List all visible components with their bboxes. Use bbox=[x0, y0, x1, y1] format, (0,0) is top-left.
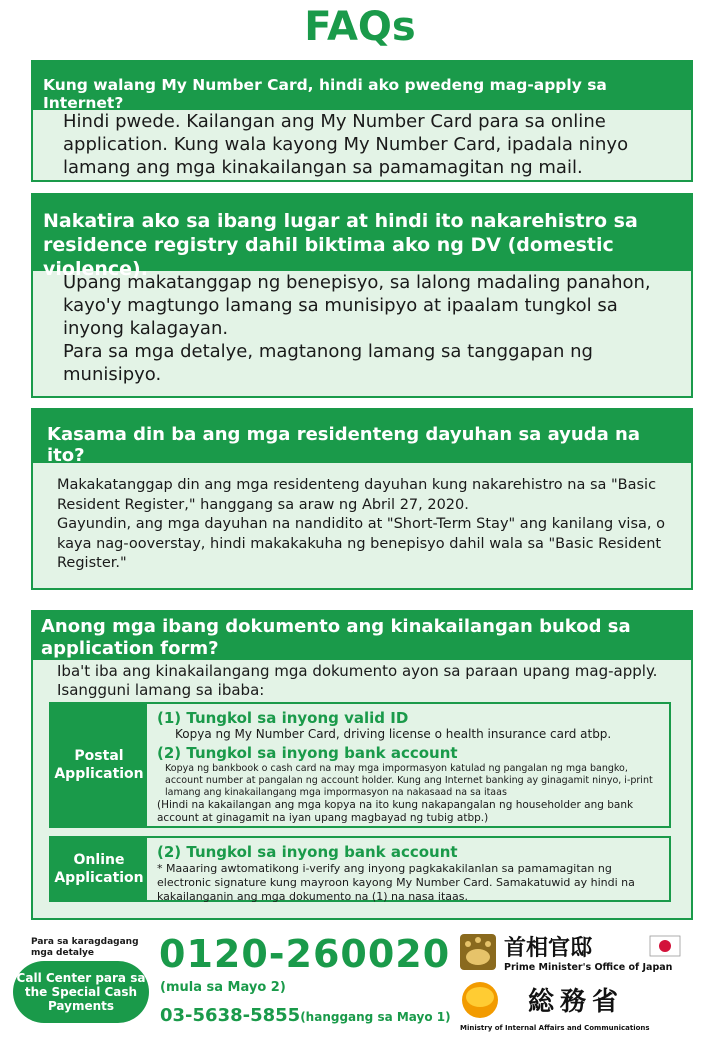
postal-application-label: Postal Application bbox=[51, 704, 147, 826]
faq-answer bbox=[33, 463, 691, 574]
pm-office-jp-text: 首相官邸 bbox=[504, 935, 593, 961]
japan-flag-icon bbox=[650, 936, 680, 956]
page-title: FAQs bbox=[304, 4, 416, 50]
postal-application-box bbox=[49, 702, 671, 828]
mic-en-text: Ministry of Internal Affairs and Communications bbox=[460, 1024, 650, 1032]
faq-answer-text: Iba't iba ang kinakailangang mga dokumento ayon sa paraan upang mag-apply. Isangguni lamang sa ibaba: bbox=[57, 662, 658, 699]
faq-answer-text: Hindi pwede. Kailangan ang My Number Card para sa online application. Kung wala kayong My Number Card, ipadala ninyo lamang ang mga kinakailangan sa pamamagitan ng mail. bbox=[63, 111, 629, 178]
phone-number[interactable]: 03-5638-5855 bbox=[160, 1005, 301, 1026]
online-application-text: * Maaaring awtomatikong i-verify ang inyong pagkakakilanlan sa pamamagitan ng electronic signature kung mayroon kayong My Number Card. Samakatuwid ay hindi na kakailanganin ang mga dokumento na (1) na nasa itaas. bbox=[157, 862, 635, 903]
faq-item-2 bbox=[31, 193, 693, 398]
online-application-box bbox=[49, 836, 671, 902]
faq-item-1 bbox=[31, 60, 693, 182]
faq-answer bbox=[33, 271, 691, 386]
faq-item-4 bbox=[31, 610, 693, 920]
faq-answer-text: Gayundin, ang mga dayuhan na nandidito at "Short-Term Stay" ang kanilang visa, o kaya nag-ooverstay, hindi makakakuha ng benepisyo dahil wala sa "Basic Resident Register." bbox=[57, 516, 665, 571]
call-center-badge: Call Center para sa the Special Cash Payments bbox=[13, 961, 149, 1023]
paulownia-crest-icon bbox=[460, 934, 496, 970]
faq-question: Kung walang My Number Card, hindi ako pwedeng mag-apply sa Internet? bbox=[33, 62, 691, 110]
faq-question: Nakatira ako sa ibang lugar at hindi ito nakarehistro sa residence registry dahil biktima ako ng DV (domestic violence). bbox=[33, 195, 691, 271]
phone-number-line bbox=[160, 1005, 451, 1026]
details-label: Para sa karagdagang mga detalye bbox=[31, 937, 139, 958]
mic-jp-text: 総務省 bbox=[528, 987, 625, 1017]
online-application-details bbox=[147, 838, 669, 903]
online-application-label: Online Application bbox=[51, 838, 147, 900]
faq-answer-text: Upang makatanggap ng benepisyo, sa lalong madaling panahon, kayo'y magtungo lamang sa munisipyo at ipaalam tungkol sa inyong kalagayan. bbox=[63, 272, 651, 339]
bank-account-text: Kopya ng bankbook o cash card na may mga impormasyon katulad ng pangalan ng mga bangko, account number at pangalan ng account holder. Kung ang Internet banking ay ginagamit ninyo, i-print lamang ang kinakailangang mga impormasyon na nakasaad na sa itaas bbox=[165, 763, 653, 798]
bank-account-note: (Hindi na kakailangan ang mga kopya na ito kung nakapangalan ng householder ang bank account at ginagamit na iyan upang magbayad ng tubig atbp.) bbox=[157, 799, 634, 824]
toll-free-note: (mula sa Mayo 2) bbox=[160, 980, 286, 995]
faq-answer-text: Para sa mga detalye, magtanong lamang sa tanggapan ng munisipyo. bbox=[63, 341, 593, 385]
mic-emblem-icon bbox=[462, 982, 498, 1018]
faq-question: Kasama din ba ang mga residenteng dayuhan sa ayuda na ito? bbox=[33, 410, 691, 463]
toll-free-number[interactable]: 0120-260020 bbox=[159, 932, 451, 976]
faq-answer bbox=[33, 110, 691, 179]
postal-application-details bbox=[147, 704, 669, 826]
valid-id-text: Kopya ng My Number Card, driving license o health insurance card atbp. bbox=[175, 727, 612, 741]
bank-account-heading: (2) Tungkol sa inyong bank account bbox=[157, 843, 458, 861]
phone-number-note: (hanggang sa Mayo 1) bbox=[300, 1010, 451, 1024]
bank-account-heading: (2) Tungkol sa inyong bank account bbox=[157, 744, 458, 762]
pm-office-en-text: Prime Minister's Office of Japan bbox=[504, 962, 673, 973]
valid-id-heading: (1) Tungkol sa inyong valid ID bbox=[157, 709, 409, 727]
prime-minister-office-logo bbox=[456, 930, 684, 974]
ministry-internal-affairs-logo bbox=[458, 980, 684, 1034]
faq-answer-text: Makakatanggap din ang mga residenteng dayuhan kung nakarehistro na sa "Basic Resident Register," hanggang sa araw ng Abril 27, 2020. bbox=[57, 477, 657, 513]
faq-item-3 bbox=[31, 408, 693, 590]
faq-question: Anong mga ibang dokumento ang kinakailangan bukod sa application form? bbox=[33, 612, 691, 660]
